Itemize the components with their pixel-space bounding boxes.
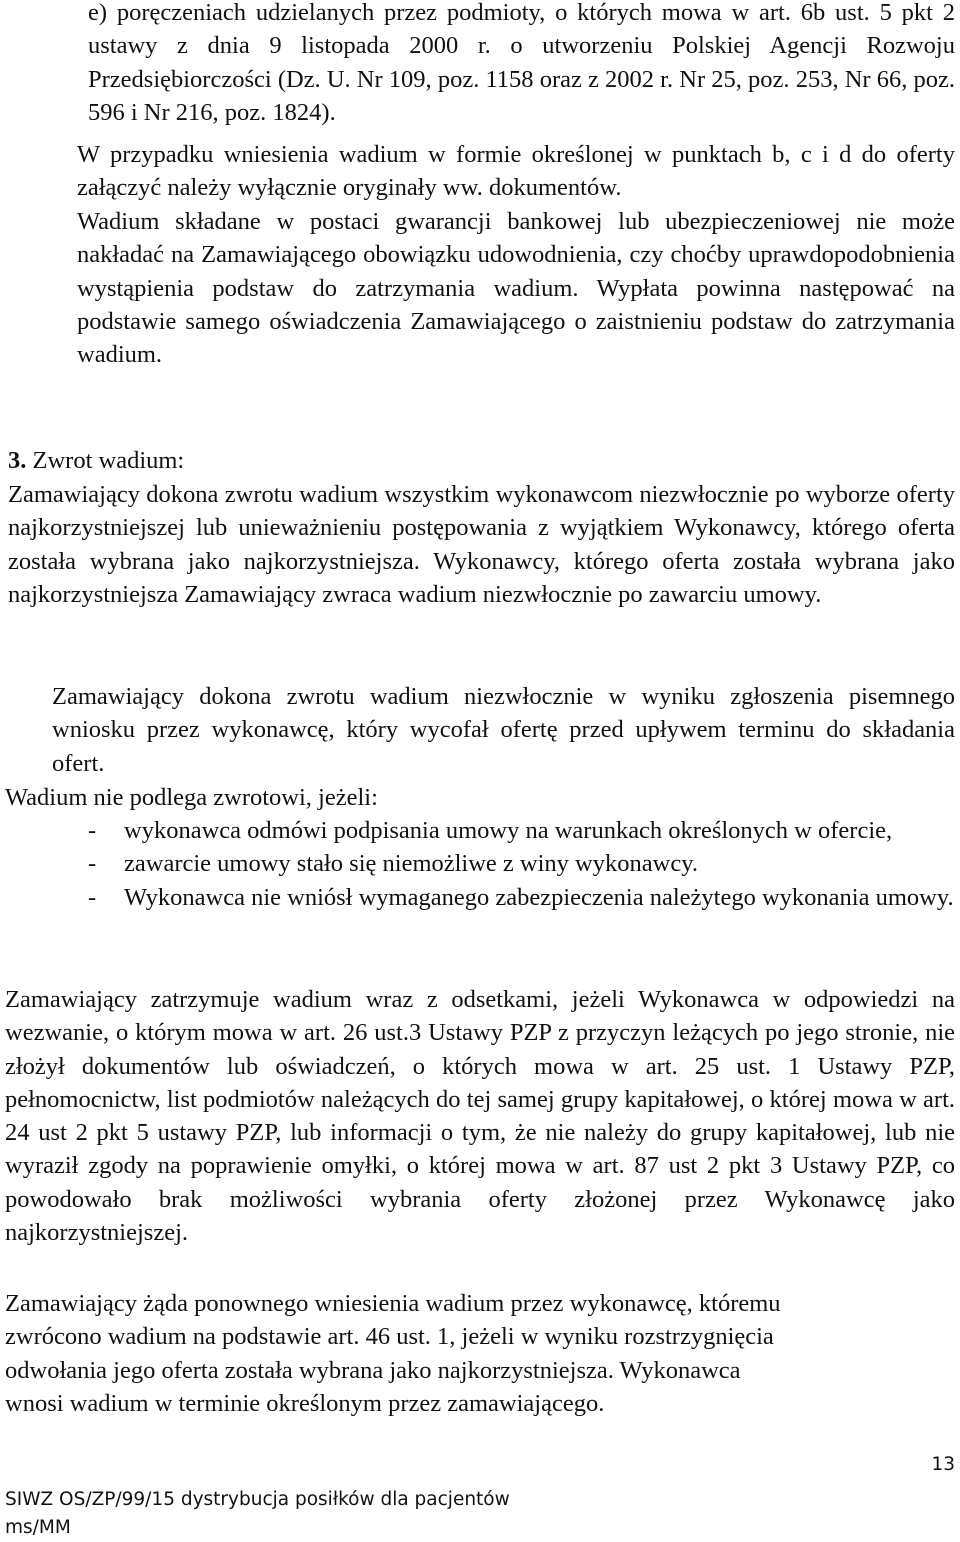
paragraph-return-all: Zamawiający dokona zwrotu wadium wszystkim wykonawcom niezwłocznie po wyborze oferty najkorzystniejszej lub unieważnieniu postępowania z wyjątkiem Wykonawcy, którego oferta została wybrana jako najkorzystniejsza. Wykonawcy, którego oferta została wybrana jako najkorzystniejsza Zamawiający zwraca wadium niezwłocznie po zawarciu umowy.	[8, 481, 955, 608]
paragraph-item-e: e) poręczeniach udzielanych przez podmioty, o których mowa w art. 6b ust. 5 pkt 2 ustawy z dnia 9 listopada 2000 r. o utworzeniu Polskiej Agencji Rozwoju Przedsiębiorczości (Dz. U. Nr 109, poz. 1158 oraz z 2002 r. Nr 25, poz. 253, Nr 66, poz. 596 i Nr 216, poz. 1824).	[88, 0, 955, 126]
footer-document-id: SIWZ OS/ZP/99/15 dystrybucja posiłków dla pacjentów	[5, 1489, 510, 1510]
page-footer	[5, 1486, 510, 1542]
renewal-line: odwołania jego oferta została wybrana jako najkorzystniejsza. Wykonawca	[5, 1356, 741, 1384]
list-dash: -	[88, 850, 97, 878]
renewal-line: wnosi wadium w terminie określonym przez zamawiającego.	[5, 1389, 605, 1417]
list-dash: -	[88, 883, 97, 911]
section-3-title: Zwrot wadium:	[26, 447, 185, 474]
list-item	[88, 881, 958, 914]
list-item	[88, 814, 958, 847]
paragraph-no-return-intro: Wadium nie podlega zwrotowi, jeżeli:	[5, 784, 378, 811]
paragraph-return-on-request: Zamawiający dokona zwrotu wadium niezwłocznie w wyniku zgłoszenia pisemnego wniosku przez wykonawcę, który wycofał ofertę przed upływem terminu do składania ofert.	[52, 683, 955, 777]
list-item-text: Wykonawca nie wniósł wymaganego zabezpieczenia należytego wykonania umowy.	[124, 883, 954, 911]
list-item	[88, 847, 958, 880]
paragraph-guarantee-conditions: Wadium składane w postaci gwarancji bankowej lub ubezpieczeniowej nie może nakładać na Zamawiającego obowiązku udowodnienia, czy choćby uprawdopodobnienia wystąpienia podstaw do zatrzymania wadium. Wypłata powinna następować na podstawie samego oświadczenia Zamawiającego o zaistnieniu podstaw do zatrzymania wadium.	[77, 208, 955, 369]
renewal-line: Zamawiający żąda ponownego wniesienia wadium przez wykonawcę, któremu	[5, 1290, 781, 1317]
list-dash: -	[88, 817, 97, 844]
list-item-text: zawarcie umowy stało się niemożliwe z winy wykonawcy.	[124, 850, 698, 878]
page-number: 13	[931, 1454, 955, 1475]
list-item-text: wykonawca odmówi podpisania umowy na warunkach określonych w ofercie,	[124, 817, 893, 844]
no-return-conditions-list	[88, 814, 958, 914]
paragraph-originals: W przypadku wniesienia wadium w formie określonej w punktach b, c i d do oferty załączyć należy wyłącznie oryginały ww. dokumentów.	[77, 141, 955, 202]
paragraph-renewal	[5, 1287, 955, 1420]
section-3-heading	[8, 444, 953, 477]
footer-initials: ms/MM	[5, 1517, 71, 1538]
section-3-number: 3.	[8, 447, 27, 474]
renewal-line: zwrócono wadium na podstawie art. 46 ust. 1, jeżeli w wyniku rozstrzygnięcia	[5, 1323, 774, 1351]
paragraph-retention: Zamawiający zatrzymuje wadium wraz z odsetkami, jeżeli Wykonawca w odpowiedzi na wezwanie, o którym mowa w art. 26 ust.3 Ustawy PZP z przyczyn leżących po jego stronie, nie złożył dokumentów lub oświadczeń, o których mowa w art. 25 ust. 1 Ustawy PZP, pełnomocnictw, list podmiotów należących do tej samej grupy kapitałowej, o której mowa w art. 24 ust 2 pkt 5 ustawy PZP, lub informacji o tym, że nie należy do grupy kapitałowej, lub nie wyraził zgody na poprawienie omyłki, o której mowa w art. 87 ust 2 pkt 3 Ustawy PZP, co powodowało brak możliwości wybrania oferty złożonej przez Wykonawcę jako najkorzystniejszej.	[5, 986, 955, 1247]
